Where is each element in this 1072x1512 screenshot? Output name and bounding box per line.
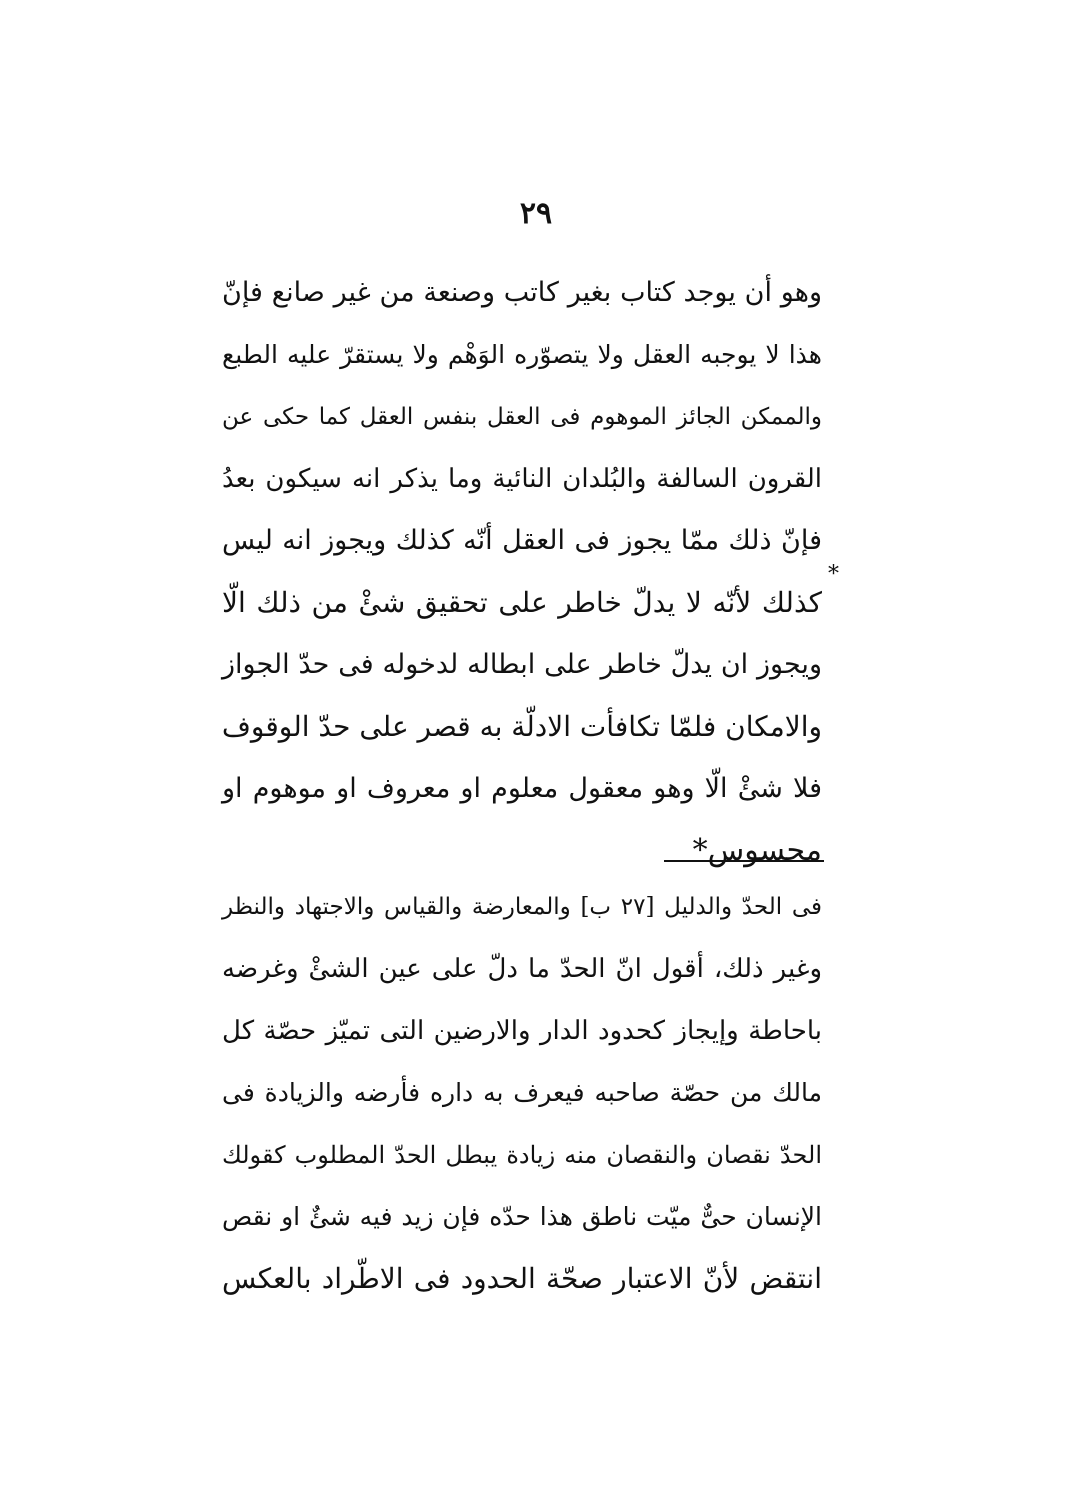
- text-line: فإنّ ذلك ممّا يجوز فى العقل أنّه كذلك ويجوز انه ليس: [222, 525, 823, 556]
- text-line: مالك من حصّة صاحبه فيعرف به داره فأرضه والزيادة فى: [222, 1078, 822, 1107]
- text-line: الحدّ نقصان والنقصان منه زيادة يبطل الحدّ المطلوب كقولك: [222, 1141, 822, 1169]
- text-line: ويجوز ان يدلّ خاطر على ابطاله لدخوله فى حدّ الجواز: [222, 649, 822, 680]
- text-line: وهو أن يوجد كتاب بغير كاتب وصنعة من غير صانع فإنّ: [222, 277, 822, 308]
- text-line: وغير ذلك، أقول انّ الحدّ ما دلّ على عين الشئْ وغرضه: [222, 954, 822, 984]
- text-line: باحاطة وإيجاز كحدود الدار والارضين التى تميّز حصّة كل: [222, 1016, 822, 1046]
- text-line: والممكن الجائز الموهوم فى العقل بنفس العقل كما حكى عن: [222, 404, 822, 430]
- text-line: فى الحدّ والدليل [٢٧ ب] والمعارضة والقياس والاجتهاد والنظر: [222, 894, 822, 920]
- text-line: كذلك لأنّه لا يدلّ خاطر على تحقيق شئْ من ذلك الّا: [222, 586, 822, 619]
- text-line: والامكان فلمّا تكافأت الادلّة به قصر على حدّ الوقوف: [221, 710, 822, 743]
- text-line: محسوس*: [692, 833, 822, 868]
- text-line: انتقض لأنّ الاعتبار صحّة الحدود فى الاطّراد بالعكس: [222, 1262, 822, 1295]
- page-number: ٢٩: [519, 196, 553, 231]
- text-line: القرون السالفة والبُلدان النائية وما يذكر انه سيكون بعدُ: [222, 464, 822, 494]
- text-line: هذا لا يوجبه العقل ولا يتصوّره الوَهْم ولا يستقرّ عليه الطبع: [222, 340, 822, 369]
- text-line: فلا شئْ الّا وهو معقول معلوم او معروف او موهوم او: [222, 773, 822, 804]
- text-line: الإنسان حىٌّ ميّت ناطق هذا حدّه فإن زيد فيه شئٌ او نقص: [222, 1202, 822, 1231]
- main-text-block: [222, 262, 822, 882]
- second-text-block: [222, 876, 822, 1310]
- section-divider: [664, 860, 824, 862]
- margin-mark: *: [828, 562, 839, 587]
